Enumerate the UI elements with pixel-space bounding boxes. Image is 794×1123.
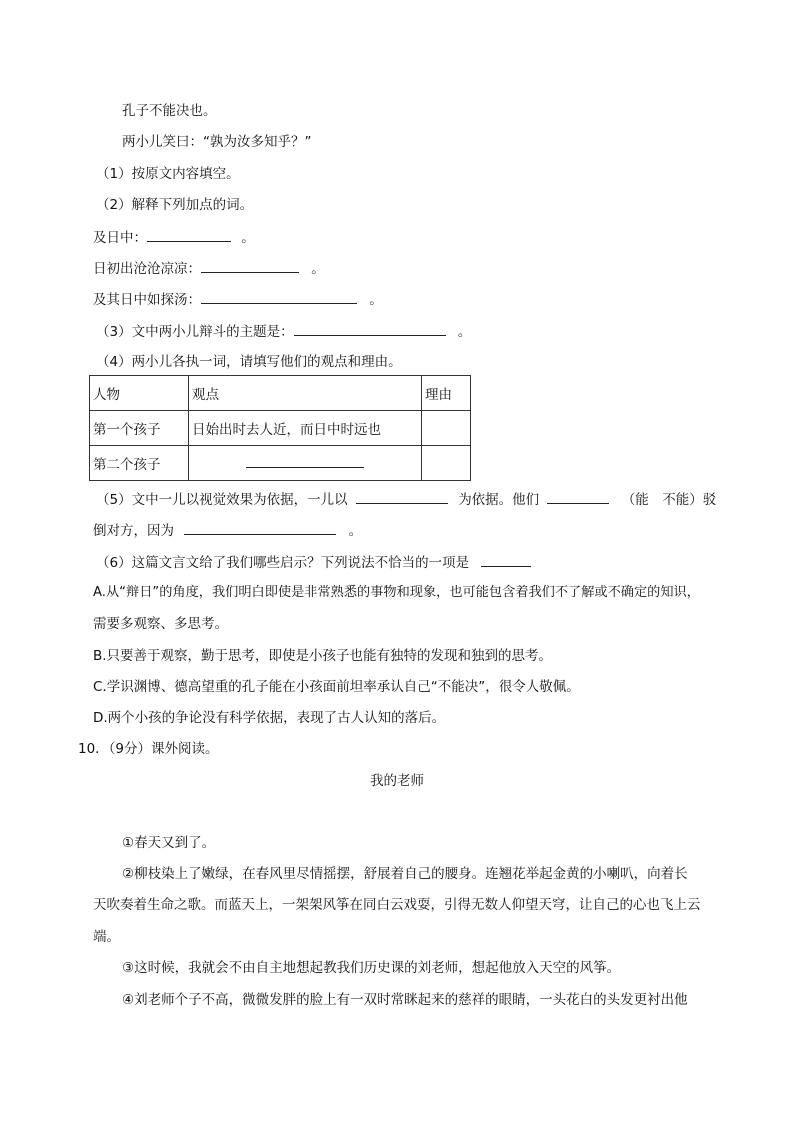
question-sub-2: （2）解释下列加点的词。 xyxy=(96,197,254,213)
sub3-label: （3）文中两小儿辩斗的主题是： xyxy=(96,324,294,340)
paragraph-1: ①春天又到了。 xyxy=(122,835,216,851)
table-cell: 日始出时去人近，而日中时远也 xyxy=(189,411,422,446)
table-header: 人物 xyxy=(90,376,189,411)
viewpoint-table xyxy=(89,375,471,481)
paragraph-2: ②柳枝染上了嫩绿，在春风里尽情摇摆，舒展着自己的腰身。连翘花举起金黄的小喇叭，向着长 xyxy=(122,866,688,882)
answer-blank[interactable] xyxy=(201,259,299,273)
table-cell-reason[interactable] xyxy=(422,446,471,481)
option-b: B.只要善于观察，勤于思考，即使是小孩子也能有独特的发现和独到的思考。 xyxy=(93,648,553,664)
answer-blank[interactable] xyxy=(547,490,609,504)
table-cell-reason[interactable] xyxy=(422,411,471,446)
question-sub-4: （4）两小儿各执一词，请填写他们的观点和理由。 xyxy=(96,354,402,370)
answer-blank[interactable] xyxy=(481,553,531,567)
table-cell-viewpoint[interactable] xyxy=(189,446,422,481)
table-row xyxy=(90,411,471,446)
period: 。 xyxy=(348,523,363,539)
word-item-2 xyxy=(93,259,325,278)
answer-blank[interactable] xyxy=(294,322,446,336)
sub5-text: 倒对方，因为 xyxy=(93,523,174,539)
sub5-text: （能 不能）驳 xyxy=(621,492,717,508)
option-a: A.从“辩日”的角度，我们明白即使是非常熟悉的事物和现象，也可能包含着我们不了解或不确定的知识， xyxy=(93,585,700,600)
table-header: 观点 xyxy=(189,376,422,411)
period: 。 xyxy=(241,230,255,246)
answer-blank[interactable] xyxy=(246,455,364,468)
paragraph-3: ③这时候，我就会不由自主地想起教我们历史课的刘老师，想起他放入天空的风筝。 xyxy=(122,960,621,976)
question-sub-1: （1）按原文内容填空。 xyxy=(96,166,240,182)
article-title: 我的老师 xyxy=(370,773,424,789)
passage-line: 孔子不能决也。 xyxy=(122,103,217,119)
option-a-cont: 需要多观察、多思考。 xyxy=(93,616,228,632)
sub6-text: （6）这篇文言文给了我们哪些启示？下列说法不恰当的一项是 xyxy=(96,555,470,571)
sub5-text: （5）文中一儿以视觉效果为依据，一儿以 xyxy=(96,492,348,508)
answer-blank[interactable] xyxy=(201,290,357,304)
answer-blank[interactable] xyxy=(184,521,336,535)
question-sub-3 xyxy=(96,322,471,341)
word-label: 及其日中如探汤： xyxy=(93,292,201,308)
table-header-row xyxy=(90,376,471,411)
period: 。 xyxy=(311,261,325,277)
question-sub-5-cont xyxy=(93,521,362,540)
paragraph-2-cont: 天吹奏着生命之歌。而蓝天上，一架架风筝在同白云戏耍，引得无数人仰望天穹，让自己的心也飞上云 xyxy=(93,897,701,913)
word-item-3 xyxy=(93,290,383,309)
paragraph-2-cont: 端。 xyxy=(93,929,120,945)
period: 。 xyxy=(369,292,383,308)
paragraph-4: ④刘老师个子不高，微微发胖的脸上有一双时常眯起来的慈祥的眼睛，一头花白的头发更衬出他 xyxy=(122,992,688,1008)
period: 。 xyxy=(457,324,472,340)
question-sub-5 xyxy=(96,490,716,509)
word-item-1 xyxy=(93,228,255,247)
word-label: 及日中： xyxy=(93,230,147,246)
question-sub-6 xyxy=(96,553,531,572)
answer-blank[interactable] xyxy=(356,490,448,504)
sub5-text: 为依据。他们 xyxy=(458,492,540,508)
option-c: C.学识渊博、德高望重的孔子能在小孩面前坦率承认自己“不能决”，很令人敬佩。 xyxy=(93,679,580,695)
question-10-header: 10．（9分）课外阅读。 xyxy=(78,741,219,757)
table-cell: 第一个孩子 xyxy=(90,411,189,446)
table-header: 理由 xyxy=(422,376,471,411)
table-cell: 第二个孩子 xyxy=(90,446,189,481)
table-row xyxy=(90,446,471,481)
option-d: D.两个小孩的争论没有科学依据，表现了古人认知的落后。 xyxy=(93,710,446,726)
passage-line: 两小儿笑曰：“孰为汝多知乎？” xyxy=(122,134,312,150)
answer-blank[interactable] xyxy=(147,228,231,242)
word-label: 日初出沧沧凉凉： xyxy=(93,261,201,277)
